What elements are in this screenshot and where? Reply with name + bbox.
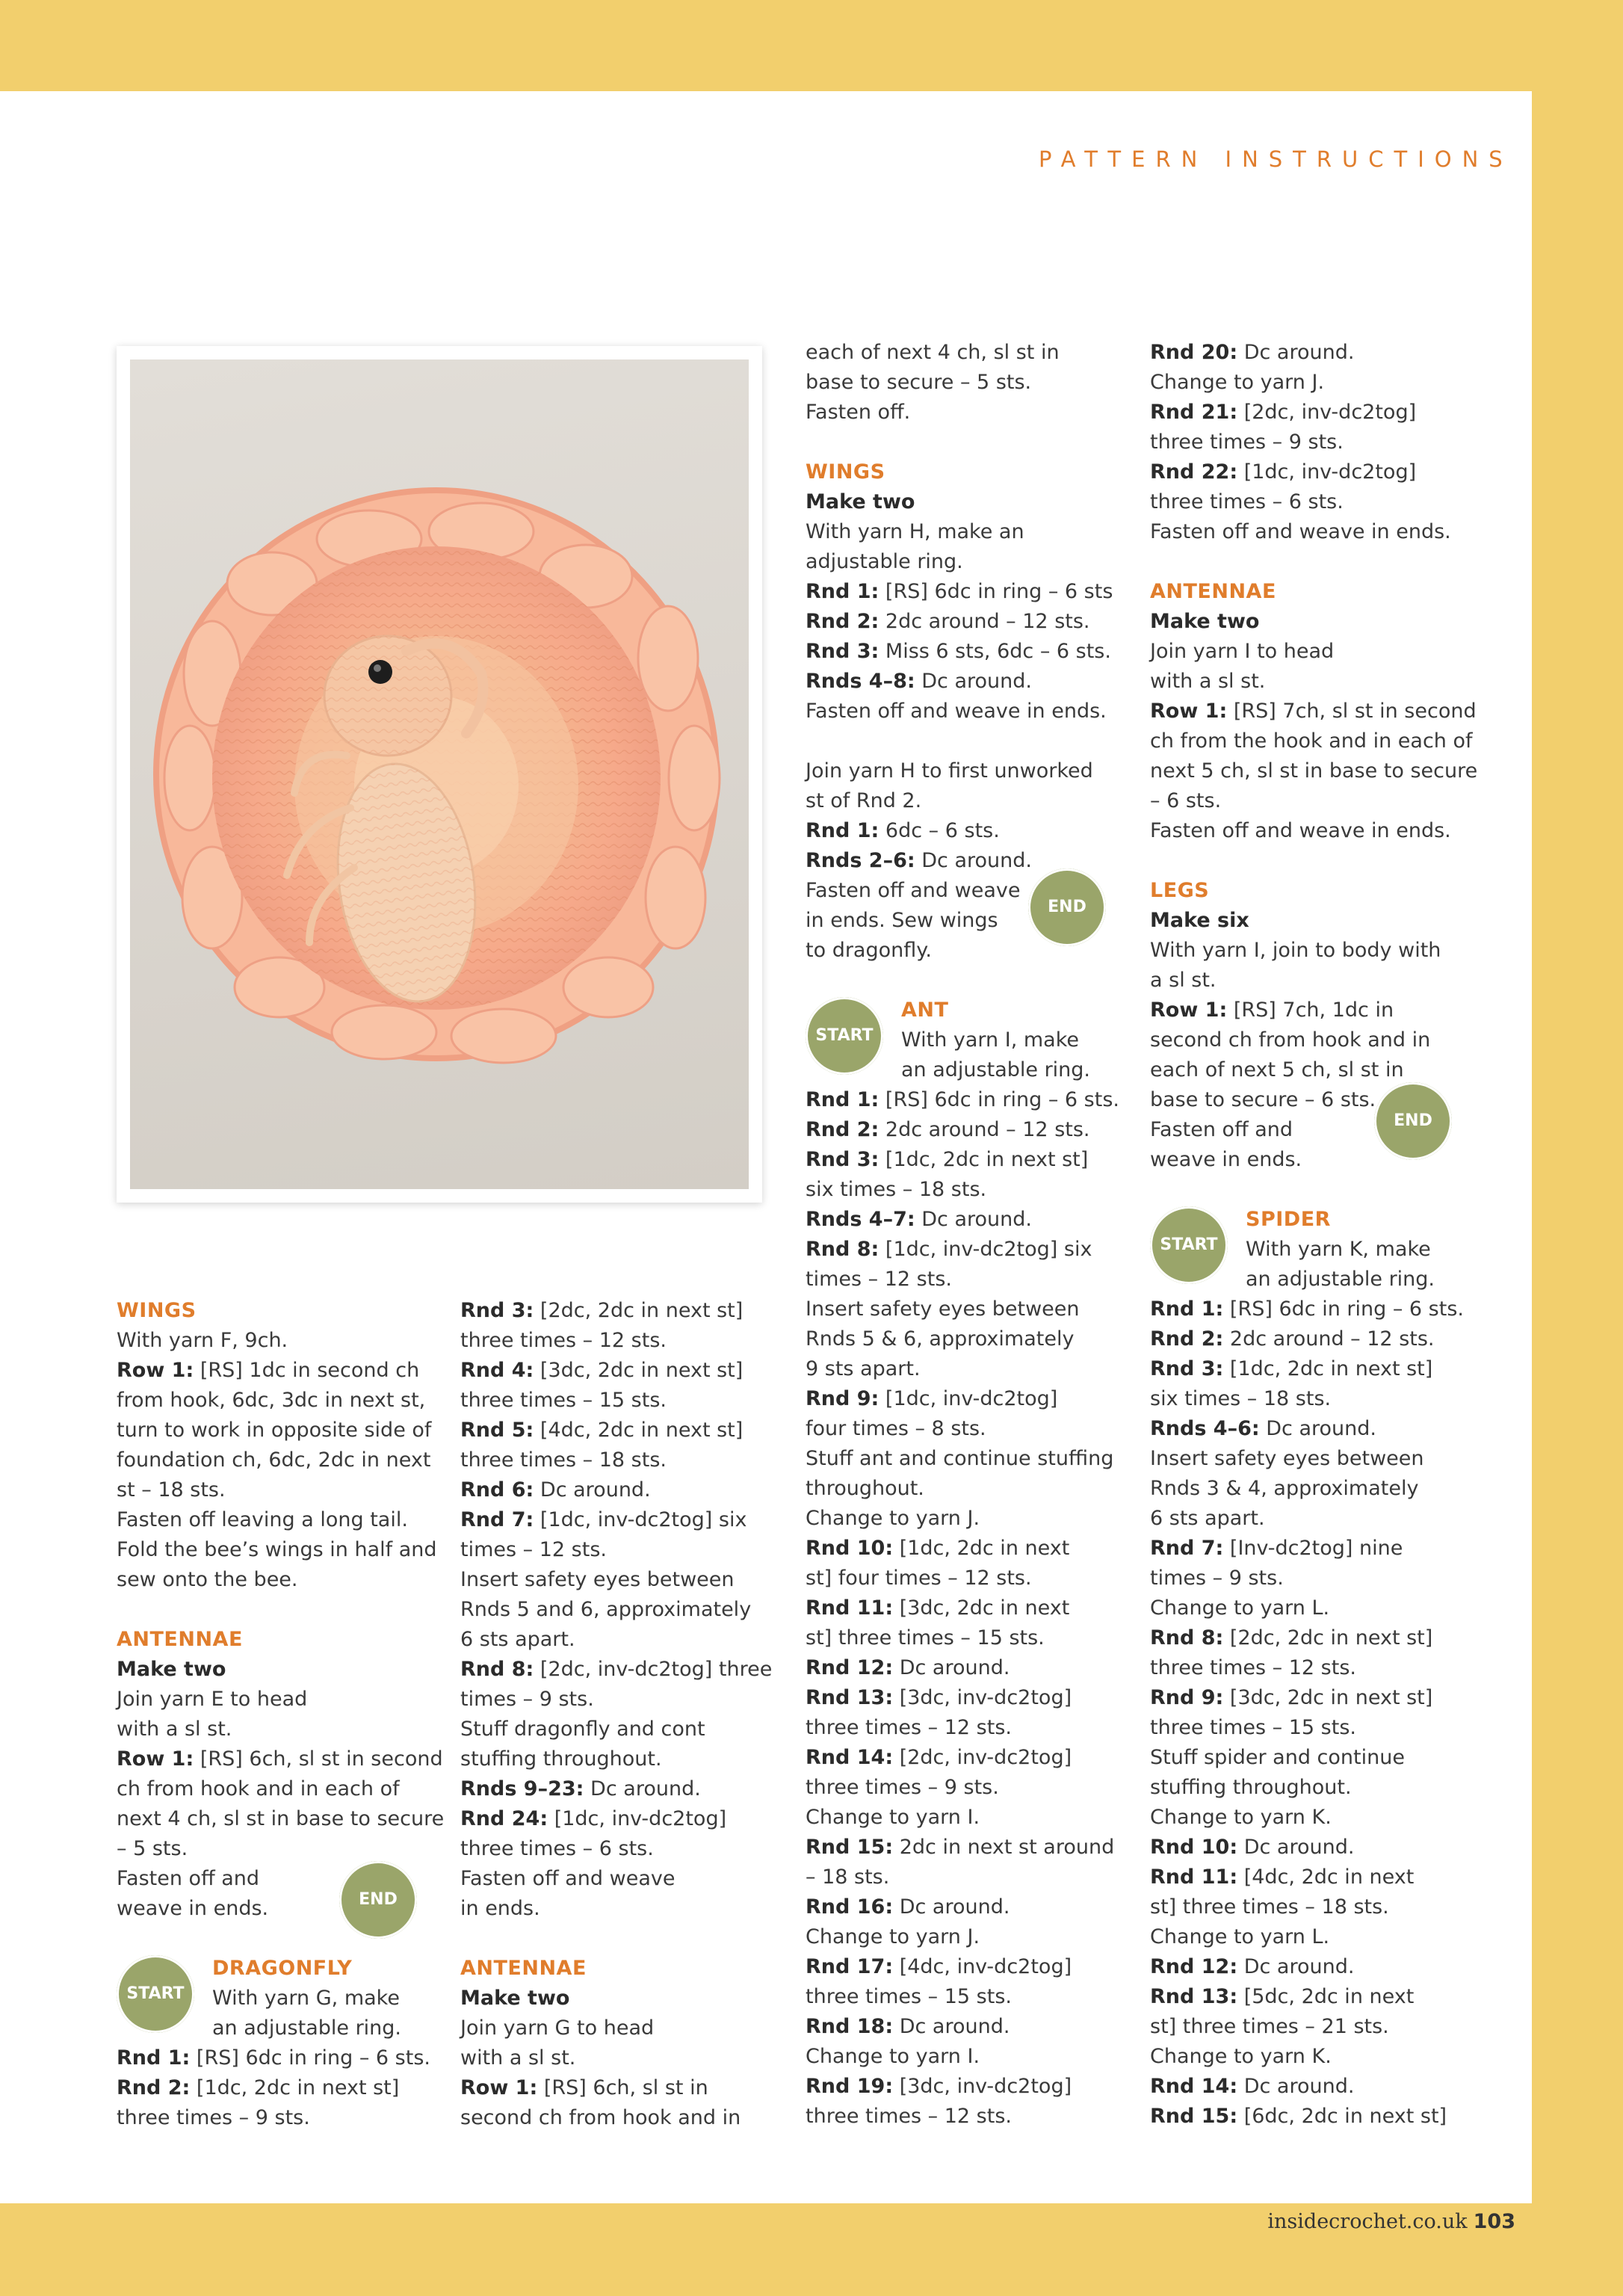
photo-frame bbox=[117, 346, 762, 1203]
instruction-row bbox=[117, 2043, 445, 2073]
column-3 bbox=[806, 338, 1134, 2132]
instruction-row: Rnd 18: Dc around. bbox=[806, 2015, 1010, 2038]
make-count: Make two bbox=[806, 490, 915, 513]
instruction-row: Rnd 1: 6dc – 6 sts. bbox=[806, 819, 1000, 842]
section-title-wings: WINGS bbox=[117, 1299, 197, 1322]
instruction-row: Rnd 7: [1dc, inv-dc2tog] six times – 12 sts. bbox=[460, 1508, 747, 1561]
section-header: PATTERN INSTRUCTIONS bbox=[1039, 146, 1513, 172]
instruction-line: Change to yarn K. bbox=[1150, 1806, 1332, 1829]
page-footer bbox=[1267, 2210, 1515, 2233]
start-badge: START bbox=[117, 1955, 194, 2033]
instruction-row: Rnd 17: [4dc, inv-dc2tog] three times – 15 sts. bbox=[806, 1955, 1072, 2008]
instruction-row: Rnd 2: 2dc around – 12 sts. bbox=[806, 1118, 1090, 1141]
row-label: Rnd 2: bbox=[117, 2076, 191, 2099]
section-title-legs: LEGS bbox=[1150, 879, 1210, 902]
instruction-row: Rnd 8: [2dc, inv-dc2tog] three times – 9 sts. bbox=[460, 1658, 773, 1711]
instruction-row: Rnd 12: Dc around. bbox=[806, 1656, 1010, 1679]
make-count: Make six bbox=[1150, 909, 1249, 932]
instruction-row bbox=[117, 1356, 445, 1505]
make-count: Make two bbox=[460, 1987, 570, 2010]
page-number: 103 bbox=[1473, 2210, 1515, 2233]
instruction-row: Rnd 3: [2dc, 2dc in next st] three times – 12 sts. bbox=[460, 1299, 744, 1352]
instruction-line: Fasten off and weave in ends. bbox=[460, 1867, 676, 1920]
instruction-row: Rnd 8: [2dc, 2dc in next st] three times – 12 sts. bbox=[1150, 1626, 1433, 1679]
make-count: Make two bbox=[117, 1658, 226, 1681]
row-label: Row 1: bbox=[117, 1747, 194, 1771]
instruction-line: Join yarn H to first unworked st of Rnd 2. bbox=[806, 759, 1093, 812]
instruction-row: Rnd 3: [1dc, 2dc in next st] six times – 18 sts. bbox=[806, 1148, 1089, 1201]
section-title-spider: SPIDER bbox=[1246, 1208, 1331, 1231]
instruction-line: Stuff spider and continue stuffing throughout. bbox=[1150, 1746, 1405, 1799]
instruction-line: each of next 4 ch, sl st in base to secure – 5 sts. bbox=[806, 341, 1060, 394]
instruction-line: Insert safety eyes between Rnds 5 and 6, approximately 6 sts apart. bbox=[460, 1568, 752, 1651]
instruction-row: Rnd 20: Dc around. bbox=[1150, 341, 1355, 364]
instruction-row: Rnd 1: [RS] 6dc in ring – 6 sts. bbox=[1150, 1297, 1464, 1321]
make-count: Make two bbox=[1150, 610, 1260, 633]
instruction-line: With yarn K, make an adjustable ring. bbox=[1246, 1238, 1435, 1291]
instruction-row: Rnd 21: [2dc, inv-dc2tog] three times – 9 sts. bbox=[1150, 401, 1417, 454]
row-label: Rnd 1: bbox=[117, 2046, 191, 2070]
instruction-row: Rnd 3: Miss 6 sts, 6dc – 6 sts. bbox=[806, 640, 1111, 663]
instruction-row: Rnd 1: [RS] 6dc in ring – 6 sts. bbox=[806, 1088, 1119, 1111]
section-title-wings: WINGS bbox=[806, 460, 885, 484]
instruction-row: Rnd 12: Dc around. bbox=[1150, 1955, 1355, 1978]
instruction-row bbox=[117, 2073, 401, 2133]
instruction-row: Rnd 14: Dc around. bbox=[1150, 2075, 1355, 2098]
instruction-row: Row 1: [RS] 6ch, sl st in second ch from hook and in bbox=[460, 2076, 741, 2129]
instruction-row: Rnd 14: [2dc, inv-dc2tog] three times – 9 sts. bbox=[806, 1746, 1072, 1799]
instruction-line: With yarn G, make an adjustable ring. bbox=[212, 1987, 402, 2040]
instruction-row: Rnd 8: [1dc, inv-dc2tog] six times – 12 sts. bbox=[806, 1238, 1092, 1291]
instruction-line: Join yarn G to head with a sl st. bbox=[460, 2016, 655, 2070]
instruction-line: Fasten off and weave in ends. Sew wings to dragonfly. bbox=[806, 879, 1021, 962]
start-badge: START bbox=[806, 997, 883, 1075]
instruction-row: Rnds 2–6: Dc around. bbox=[806, 849, 1033, 872]
instruction-row: Rnd 5: [4dc, 2dc in next st] three times – 18 sts. bbox=[460, 1419, 744, 1472]
instruction-row: Rnd 4: [3dc, 2dc in next st] three times – 15 sts. bbox=[460, 1359, 744, 1412]
instruction-row: Row 1: [RS] 7ch, 1dc in second ch from hook and in each of next 5 ch, sl st in base to secure – 6 sts. bbox=[1150, 999, 1431, 1111]
instruction-line: Fasten off and weave in ends. bbox=[1150, 1118, 1302, 1171]
column-1 bbox=[117, 1296, 445, 2133]
instruction-line: Change to yarn J. bbox=[806, 1925, 980, 1948]
instruction-row: Rnds 4–6: Dc around. bbox=[1150, 1417, 1377, 1440]
start-badge: START bbox=[1150, 1206, 1228, 1284]
instruction-line: With yarn I, make an adjustable ring. bbox=[901, 1028, 1091, 1081]
instruction-row: Rnd 13: [3dc, inv-dc2tog] three times – 12 sts. bbox=[806, 1686, 1072, 1739]
instruction-row: Rnd 11: [4dc, 2dc in next st] three times – 18 sts. bbox=[1150, 1866, 1415, 1919]
instruction-line: Change to yarn J. bbox=[1150, 371, 1325, 394]
instruction-row: Rnd 9: [3dc, 2dc in next st] three times – 15 sts. bbox=[1150, 1686, 1433, 1739]
column-2 bbox=[460, 1296, 789, 2133]
instruction-line: Fasten off and weave in ends. bbox=[1150, 520, 1451, 543]
instruction-row: Rnd 3: [1dc, 2dc in next st] six times – 18 sts. bbox=[1150, 1357, 1433, 1410]
instruction-row: Rnd 2: 2dc around – 12 sts. bbox=[1150, 1327, 1435, 1351]
end-badge: END bbox=[339, 1861, 417, 1939]
instruction-line: With yarn F, 9ch. bbox=[117, 1329, 288, 1352]
instruction-row: Rnd 1: [RS] 6dc in ring – 6 sts bbox=[806, 580, 1113, 603]
section-title-ant: ANT bbox=[901, 999, 949, 1022]
row-text: [RS] 6dc in ring – 6 sts. bbox=[190, 2046, 430, 2070]
instruction-line: Change to yarn I. bbox=[806, 2045, 980, 2068]
row-label: Row 1: bbox=[117, 1359, 194, 1382]
instruction-row: Rnd 19: [3dc, inv-dc2tog] three times – 12 sts. bbox=[806, 2075, 1072, 2128]
instruction-row bbox=[117, 1744, 445, 1864]
end-badge: END bbox=[1028, 868, 1106, 946]
instruction-line: With yarn H, make an adjustable ring. bbox=[806, 520, 1024, 573]
end-badge: END bbox=[1374, 1082, 1452, 1160]
section-title-antennae: ANTENNAE bbox=[460, 1957, 587, 1980]
instruction-line: Fasten off and weave in ends. bbox=[1150, 819, 1451, 842]
row-text: [RS] 1dc in second ch from hook, 6dc, 3dc in next st, turn to work in opposite side of foundation ch, 6dc, 2dc in next st – 18 sts. bbox=[117, 1359, 432, 1502]
row-text: [RS] 6ch, sl st in second ch from hook and in each of next 4 ch, sl st in base to secure – 5 sts. bbox=[117, 1747, 445, 1860]
instruction-row: Rnd 24: [1dc, inv-dc2tog] three times – 6 sts. bbox=[460, 1807, 727, 1860]
instruction-line: With yarn I, join to body with a sl st. bbox=[1150, 939, 1441, 992]
section-title-dragonfly: DRAGONFLY bbox=[212, 1957, 353, 1980]
crochet-toy-illustration bbox=[130, 359, 749, 1189]
instruction-line: Fasten off and weave in ends. bbox=[806, 700, 1107, 723]
instruction-line: Insert safety eyes between Rnds 3 & 4, approximately 6 sts apart. bbox=[1150, 1447, 1424, 1530]
instruction-line: Change to yarn K. bbox=[1150, 2045, 1332, 2068]
instruction-row: Row 1: [RS] 7ch, sl st in second ch from the hook and in each of next 5 ch, sl st in base to secure – 6 sts. bbox=[1150, 700, 1478, 812]
instruction-line: Change to yarn L. bbox=[1150, 1596, 1330, 1620]
instruction-row: Rnd 13: [5dc, 2dc in next st] three times – 21 sts. bbox=[1150, 1985, 1415, 2038]
footer-site: insidecrochet.co.uk bbox=[1267, 2210, 1468, 2233]
instruction-row: Rnds 4–8: Dc around. bbox=[806, 670, 1033, 693]
instruction-row: Rnd 22: [1dc, inv-dc2tog] three times – 6 sts. bbox=[1150, 460, 1417, 513]
instruction-row: Rnd 15: [6dc, 2dc in next st] bbox=[1150, 2105, 1447, 2128]
instruction-line: Join yarn E to head with a sl st. bbox=[117, 1688, 308, 1741]
instruction-line: Change to yarn I. bbox=[806, 1806, 980, 1829]
instruction-line: Change to yarn J. bbox=[806, 1507, 980, 1530]
instruction-row: Rnd 16: Dc around. bbox=[806, 1895, 1010, 1919]
instruction-line: Stuff dragonfly and cont stuffing throughout. bbox=[460, 1718, 705, 1771]
instruction-row: Rnd 11: [3dc, 2dc in next st] three times – 15 sts. bbox=[806, 1596, 1070, 1650]
instruction-row: Rnd 10: Dc around. bbox=[1150, 1836, 1355, 1859]
instruction-line: Fasten off and weave in ends. bbox=[117, 1867, 269, 1920]
instruction-row: Rnd 9: [1dc, inv-dc2tog] four times – 8 sts. bbox=[806, 1387, 1058, 1440]
instruction-row: Rnd 7: [Inv-dc2tog] nine times – 9 sts. bbox=[1150, 1537, 1403, 1590]
section-title-antennae: ANTENNAE bbox=[1150, 580, 1276, 603]
instruction-row: Rnd 10: [1dc, 2dc in next st] four times – 12 sts. bbox=[806, 1537, 1070, 1590]
instruction-line: Fasten off. bbox=[806, 401, 911, 424]
instruction-row: Rnd 6: Dc around. bbox=[460, 1478, 651, 1502]
instruction-line: Fasten off leaving a long tail. Fold the bee’s wings in half and sew onto the bee. bbox=[117, 1508, 437, 1591]
instruction-line: Join yarn I to head with a sl st. bbox=[1150, 640, 1335, 693]
column-4 bbox=[1150, 338, 1479, 2132]
crochet-photo bbox=[130, 359, 749, 1189]
instruction-line: Insert safety eyes between Rnds 5 & 6, approximately 9 sts apart. bbox=[806, 1297, 1080, 1380]
instruction-row: Rnds 4–7: Dc around. bbox=[806, 1208, 1033, 1231]
row-text: [1dc, 2dc in next st] three times – 9 sts. bbox=[117, 2076, 400, 2129]
instruction-row: Rnds 9–23: Dc around. bbox=[460, 1777, 701, 1800]
instruction-line: Stuff ant and continue stuffing throughout. bbox=[806, 1447, 1114, 1500]
instruction-row: Rnd 15: 2dc in next st around – 18 sts. bbox=[806, 1836, 1115, 1889]
instruction-row: Rnd 2: 2dc around – 12 sts. bbox=[806, 610, 1090, 633]
section-title-antennae: ANTENNAE bbox=[117, 1628, 243, 1651]
instruction-line: Change to yarn L. bbox=[1150, 1925, 1330, 1948]
